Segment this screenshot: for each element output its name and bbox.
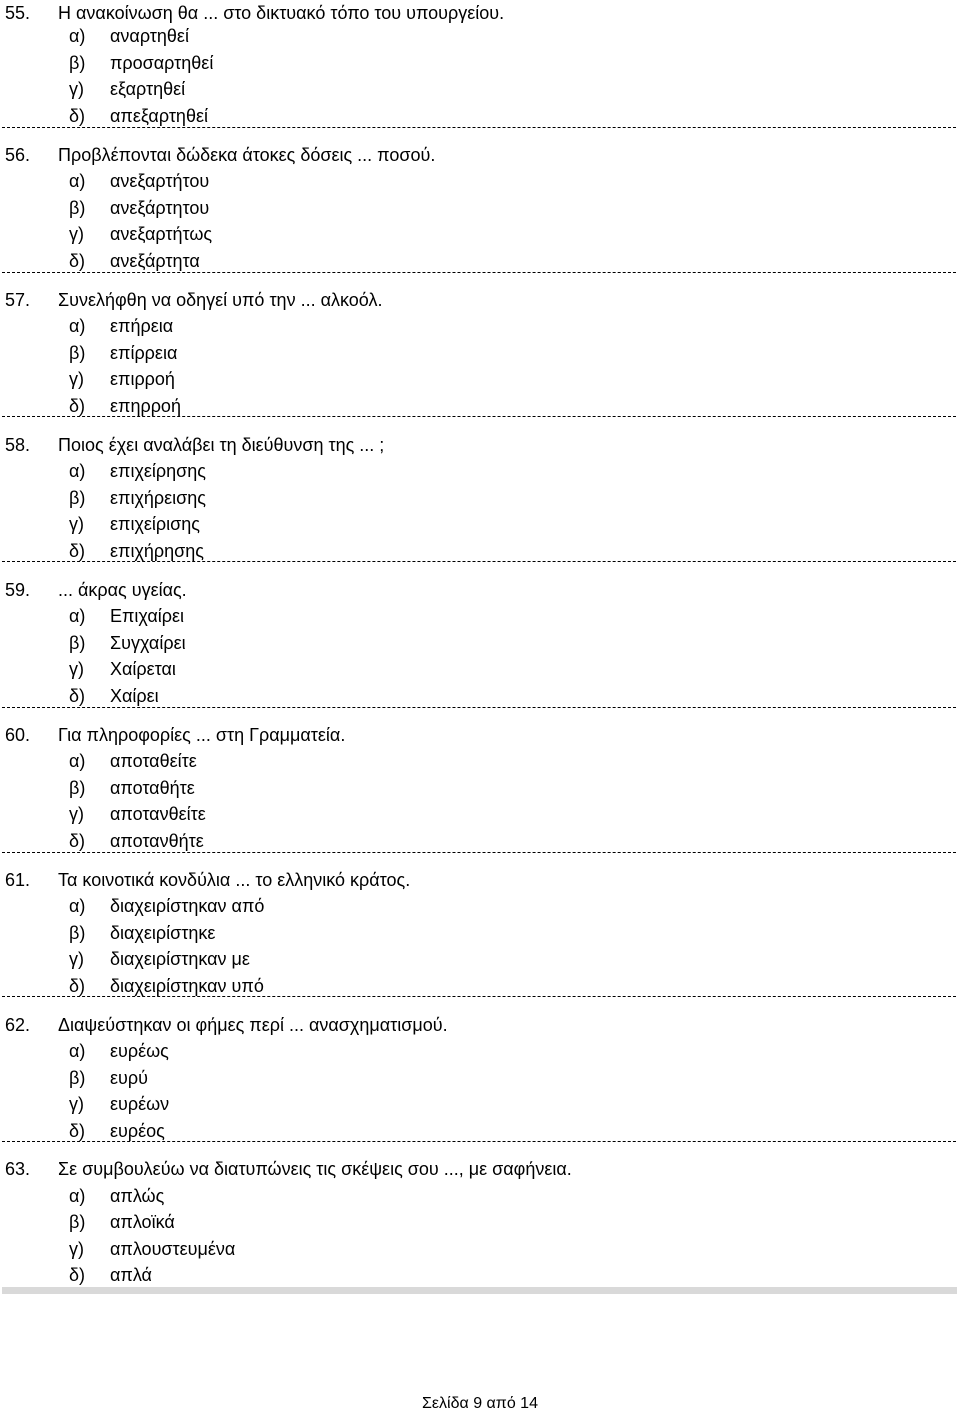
question-stem [5, 867, 410, 893]
option-a [69, 1183, 164, 1209]
question-text: Προβλέπονται δώδεκα άτοκες δόσεις ... ποσού. [58, 145, 436, 165]
option-c [69, 1091, 169, 1117]
option-letter: α) [69, 1041, 86, 1061]
section-end-bar [2, 1287, 957, 1294]
option-c [69, 801, 206, 827]
question-separator [2, 127, 956, 128]
option-text: διαχειρίστηκε [110, 923, 216, 943]
option-letter: δ) [69, 831, 86, 851]
question-text: Για πληροφορίες ... στη Γραμματεία. [58, 725, 346, 745]
question-number: 57. [5, 290, 31, 310]
page-number-footer: Σελίδα 9 από 14 [422, 1395, 538, 1412]
option-letter: δ) [69, 1121, 86, 1141]
option-text: προσαρτηθεί [110, 53, 214, 73]
option-text: επιχήρεισης [110, 488, 206, 508]
option-letter: γ) [69, 369, 84, 389]
option-letter: γ) [69, 1239, 84, 1259]
option-letter: β) [69, 1212, 86, 1232]
option-text: ανεξαρτήτως [110, 224, 213, 244]
option-letter: β) [69, 488, 86, 508]
option-letter: α) [69, 171, 86, 191]
option-text: απλώς [110, 1186, 165, 1206]
option-letter: α) [69, 316, 86, 336]
option-letter: β) [69, 923, 86, 943]
option-text: ευρύ [110, 1068, 148, 1088]
option-text: αποταθήτε [110, 778, 195, 798]
question-text: Ποιος έχει αναλάβει τη διεύθυνση της ... ; [58, 435, 385, 455]
option-letter: β) [69, 343, 86, 363]
option-letter: α) [69, 751, 86, 771]
question-stem [5, 1156, 572, 1182]
option-b [69, 630, 186, 656]
option-text: ευρέος [110, 1121, 165, 1141]
option-text: Επιχαίρει [110, 606, 185, 626]
option-text: διαχειρίστηκαν από [110, 896, 265, 916]
question-number: 59. [5, 580, 31, 600]
option-c [69, 656, 176, 682]
option-text: επιρροή [110, 369, 175, 389]
option-b [69, 920, 215, 946]
option-letter: δ) [69, 396, 86, 416]
option-letter: δ) [69, 106, 86, 126]
question-separator [2, 1141, 956, 1142]
option-letter: γ) [69, 949, 84, 969]
question-number: 61. [5, 870, 31, 890]
option-c [69, 1236, 235, 1262]
option-letter: α) [69, 26, 86, 46]
question-separator [2, 852, 956, 853]
option-letter: γ) [69, 224, 84, 244]
question-text: ... άκρας υγείας. [58, 580, 187, 600]
option-letter: γ) [69, 79, 84, 99]
question-separator [2, 996, 956, 997]
option-letter: δ) [69, 251, 86, 271]
question-text: Η ανακοίνωση θα ... στο δικτυακό τόπο του υπουργείου. [58, 3, 505, 23]
option-text: ευρέων [110, 1094, 170, 1114]
option-a [69, 168, 209, 194]
question-separator [2, 707, 956, 708]
option-text: ευρέως [110, 1041, 169, 1061]
option-b [69, 50, 213, 76]
question-stem [5, 722, 345, 748]
question-separator [2, 416, 956, 417]
option-a [69, 458, 206, 484]
option-a [69, 23, 189, 49]
option-text: αποτανθείτε [110, 804, 206, 824]
option-b [69, 775, 195, 801]
question-text: Τα κοινοτικά κονδύλια ... το ελληνικό κράτος. [58, 870, 411, 890]
option-b [69, 1065, 148, 1091]
question-stem [5, 287, 382, 313]
option-text: αποτανθήτε [110, 831, 204, 851]
option-d [69, 1262, 152, 1288]
option-letter: γ) [69, 659, 84, 679]
option-text: διαχειρίστηκαν υπό [110, 976, 264, 996]
option-a [69, 748, 197, 774]
question-text: Διαψεύστηκαν οι φήμες περί ... ανασχηματισμού. [58, 1015, 448, 1035]
option-letter: α) [69, 461, 86, 481]
option-letter: β) [69, 633, 86, 653]
option-text: απλουστευμένα [110, 1239, 236, 1259]
option-text: Συγχαίρει [110, 633, 186, 653]
option-d [69, 248, 200, 274]
question-stem [5, 142, 435, 168]
option-letter: γ) [69, 514, 84, 534]
option-d [69, 683, 159, 709]
option-b [69, 1209, 175, 1235]
option-letter: α) [69, 896, 86, 916]
question-number: 60. [5, 725, 31, 745]
question-stem [5, 577, 187, 603]
option-text: Χαίρει [110, 686, 159, 706]
option-b [69, 485, 206, 511]
option-text: ανεξαρτήτου [110, 171, 210, 191]
question-separator [2, 272, 956, 273]
option-c [69, 76, 185, 102]
option-letter: δ) [69, 976, 86, 996]
option-letter: δ) [69, 541, 86, 561]
option-letter: α) [69, 1186, 86, 1206]
option-letter: δ) [69, 686, 86, 706]
option-c [69, 221, 212, 247]
option-d [69, 103, 208, 129]
option-b [69, 340, 177, 366]
question-number: 63. [5, 1159, 31, 1179]
option-text: Χαίρεται [110, 659, 176, 679]
question-number: 58. [5, 435, 31, 455]
option-text: εξαρτηθεί [110, 79, 186, 99]
option-letter: β) [69, 1068, 86, 1088]
option-text: ανεξάρτητου [110, 198, 210, 218]
option-a [69, 1038, 169, 1064]
option-letter: γ) [69, 804, 84, 824]
option-text: απλοϊκά [110, 1212, 175, 1232]
option-text: απλά [110, 1265, 152, 1285]
option-text: επήρεια [110, 316, 174, 336]
option-text: ανεξάρτητα [110, 251, 200, 271]
option-letter: δ) [69, 1265, 86, 1285]
option-d [69, 828, 204, 854]
option-text: επίρρεια [110, 343, 178, 363]
option-a [69, 313, 173, 339]
question-separator [2, 561, 956, 562]
question-number: 55. [5, 3, 31, 23]
option-text: επιχήρησης [110, 541, 204, 561]
option-text: επιχείρισης [110, 514, 200, 534]
question-number: 62. [5, 1015, 31, 1035]
question-stem [5, 432, 384, 458]
option-letter: β) [69, 53, 86, 73]
option-text: απεξαρτηθεί [110, 106, 208, 126]
option-letter: β) [69, 198, 86, 218]
option-c [69, 511, 200, 537]
option-letter: β) [69, 778, 86, 798]
option-text: διαχειρίστηκαν με [110, 949, 250, 969]
option-letter: γ) [69, 1094, 84, 1114]
question-stem [5, 1012, 448, 1038]
option-letter: α) [69, 606, 86, 626]
question-text: Σε συμβουλεύω να διατυπώνεις τις σκέψεις σου ..., με σαφήνεια. [58, 1159, 572, 1179]
option-b [69, 195, 209, 221]
option-a [69, 603, 184, 629]
option-text: αποταθείτε [110, 751, 197, 771]
question-number: 56. [5, 145, 31, 165]
option-text: επιχείρησης [110, 461, 206, 481]
option-text: επηρροή [110, 396, 181, 416]
option-c [69, 366, 175, 392]
question-text: Συνελήφθη να οδηγεί υπό την ... αλκοόλ. [58, 290, 383, 310]
option-text: αναρτηθεί [110, 26, 189, 46]
option-c [69, 946, 250, 972]
option-a [69, 893, 264, 919]
